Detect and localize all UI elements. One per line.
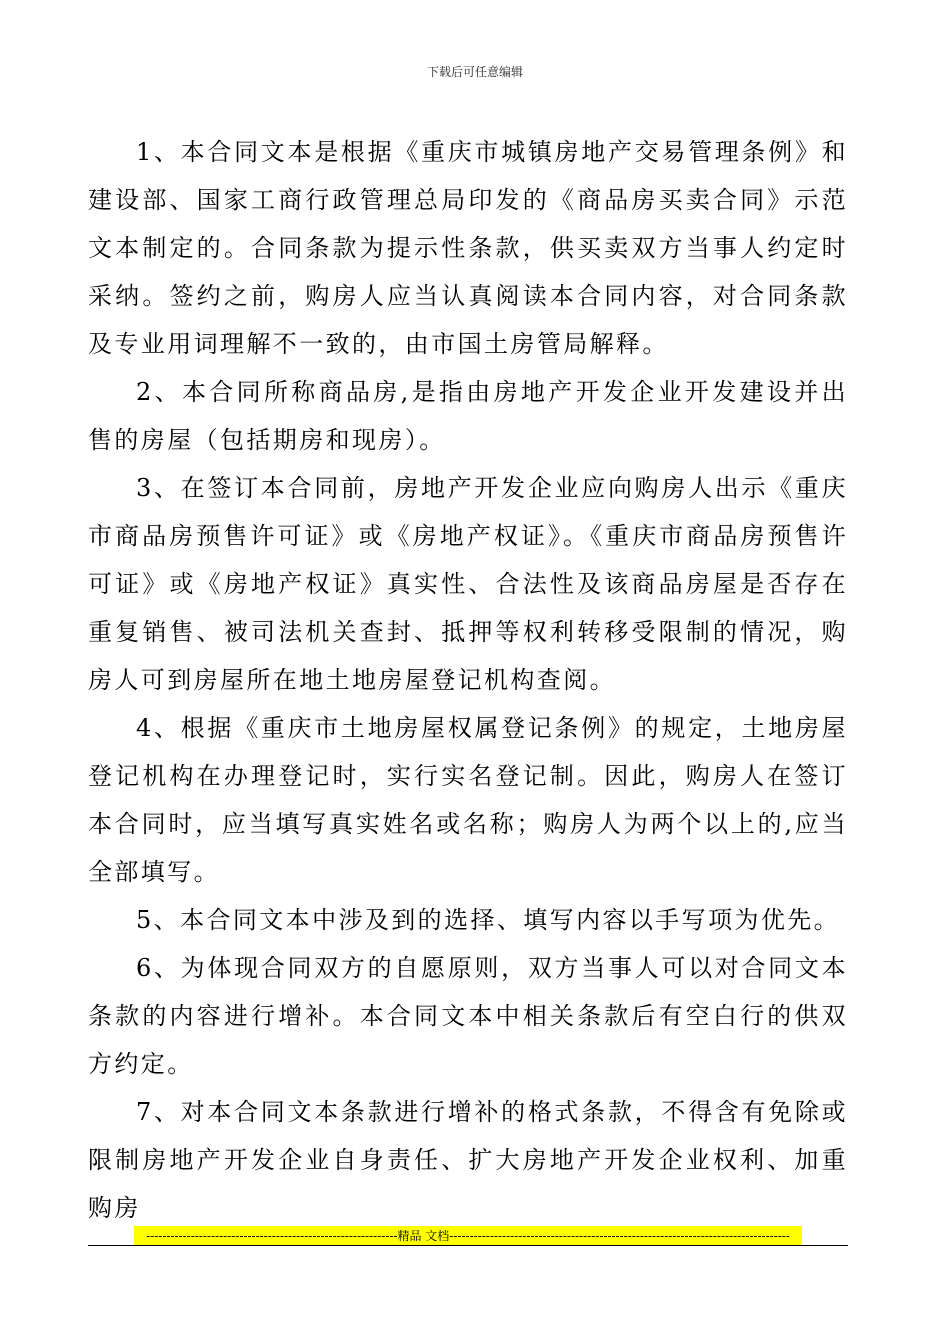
paragraph-6: 6、为体现合同双方的自愿原则，双方当事人可以对合同文本条款的内容进行增补。本合同文本中相关条款后有空白行的供双方约定。 [88,954,848,1078]
paragraph-7: 7、对本合同文本条款进行增补的格式条款，不得含有免除或限制房地产开发企业自身责任、扩大房地产开发企业权利、加重购房 [88,1098,848,1222]
page-header: 下载后可任意编辑 [426,65,523,79]
paragraph-4: 4、根据《重庆市土地房屋权属登记条例》的规定，土地房屋登记机构在办理登记时，实行实名登记制。因此，购房人在签订本合同时，应当填写真实姓名或名称；购房人为两个以上的,应当全部填写。 [88,714,848,886]
footer-divider [88,1245,848,1246]
footer-watermark-band: --------------------------------------------------------------精品 文档------------------------------------------------------------------------------------ [134,1226,802,1246]
paragraph-3: 3、在签订本合同前，房地产开发企业应向购房人出示《重庆市商品房预售许可证》或《房地产权证》。《重庆市商品房预售许可证》或《房地产权证》真实性、合法性及该商品房屋是否存在重复销售、被司法机关查封、抵押等权利转移受限制的情况，购房人可到房屋所在地土地房屋登记机构查阅。 [88,474,848,694]
document-body [88,128,848,1232]
paragraph-5: 5、本合同文本中涉及到的选择、填写内容以手写项为优先。 [136,906,841,934]
paragraph-2: 2、本合同所称商品房,是指由房地产开发企业开发建设并出售的房屋（包括期房和现房）。 [88,378,848,454]
paragraph-1: 1、本合同文本是根据《重庆市城镇房地产交易管理条例》和建设部、国家工商行政管理总局印发的《商品房买卖合同》示范文本制定的。合同条款为提示性条款，供买卖双方当事人约定时采纳。签约之前，购房人应当认真阅读本合同内容，对合同条款及专业用词理解不一致的，由市国土房管局解释。 [88,138,848,358]
